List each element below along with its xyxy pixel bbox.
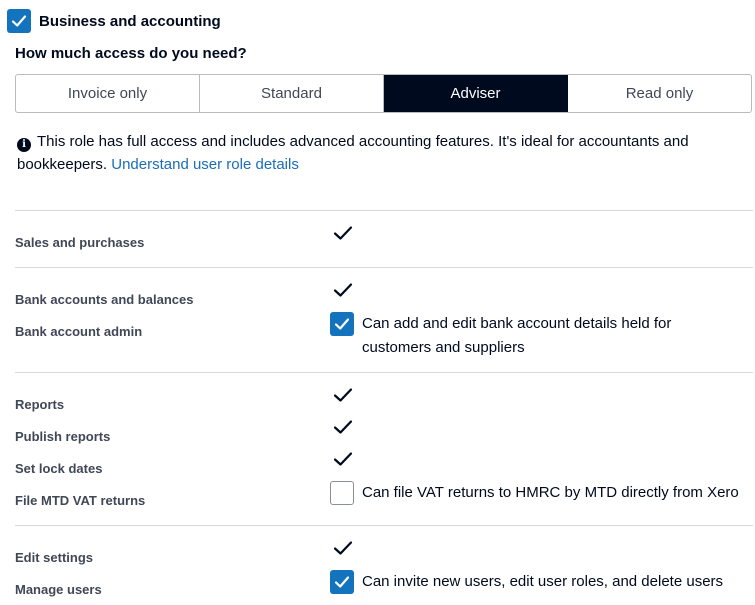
divider [15,267,753,268]
bank-admin-description-line: customers and suppliers [362,339,525,356]
divider [15,210,753,211]
bank-admin-description [362,312,671,360]
mtd-vat-description: Can file VAT returns to HMRC by MTD directly from Xero [362,484,739,501]
bank-admin-checkbox[interactable] [330,312,354,336]
permission-label-publish-reports: Publish reports [15,429,111,444]
access-option-invoice-only[interactable]: Invoice only [16,75,200,112]
permission-label-reports: Reports [15,397,65,412]
info-icon: i [17,138,31,152]
checkmark-icon [333,315,351,333]
tick-icon [333,385,353,405]
permission-label-manage-users: Manage users [15,582,102,597]
section-header [7,9,221,33]
divider [15,525,753,526]
tick-icon [333,538,353,558]
permission-label-mtd-vat: File MTD VAT returns [15,493,146,508]
user-role-details-link[interactable]: Understand user role details [111,156,299,173]
divider [15,372,753,373]
checkmark-icon [333,573,351,591]
permission-label-lock-dates: Set lock dates [15,461,103,476]
section-title: Business and accounting [39,12,221,30]
access-option-standard[interactable]: Standard [200,75,384,112]
mtd-vat-checkbox[interactable] [330,481,354,505]
tick-icon [333,449,353,469]
tick-icon [333,280,353,300]
tick-icon [333,223,353,243]
tick-icon [333,417,353,437]
access-option-read-only[interactable]: Read only [625,85,694,102]
manage-users-description: Can invite new users, edit user roles, and delete users [362,573,724,590]
access-question: How much access do you need? [15,45,247,62]
bank-admin-description-line: Can add and edit bank account details held for [362,315,672,332]
business-accounting-checkbox[interactable] [7,9,31,33]
checkmark-icon [10,12,28,30]
permission-label-edit-settings: Edit settings [15,550,94,565]
manage-users-checkbox[interactable] [330,570,354,594]
permission-label-bank-accounts: Bank accounts and balances [15,292,194,307]
role-info [17,130,717,176]
access-level-selector [15,74,752,113]
permission-label-bank-admin: Bank account admin [15,324,143,339]
role-info-text: This role has full access and includes advanced accounting features. It's ideal for accountants and bookkeepers. [17,133,689,173]
permission-label-sales-purchases: Sales and purchases [15,235,145,250]
access-option-adviser[interactable]: Adviser [384,75,568,112]
